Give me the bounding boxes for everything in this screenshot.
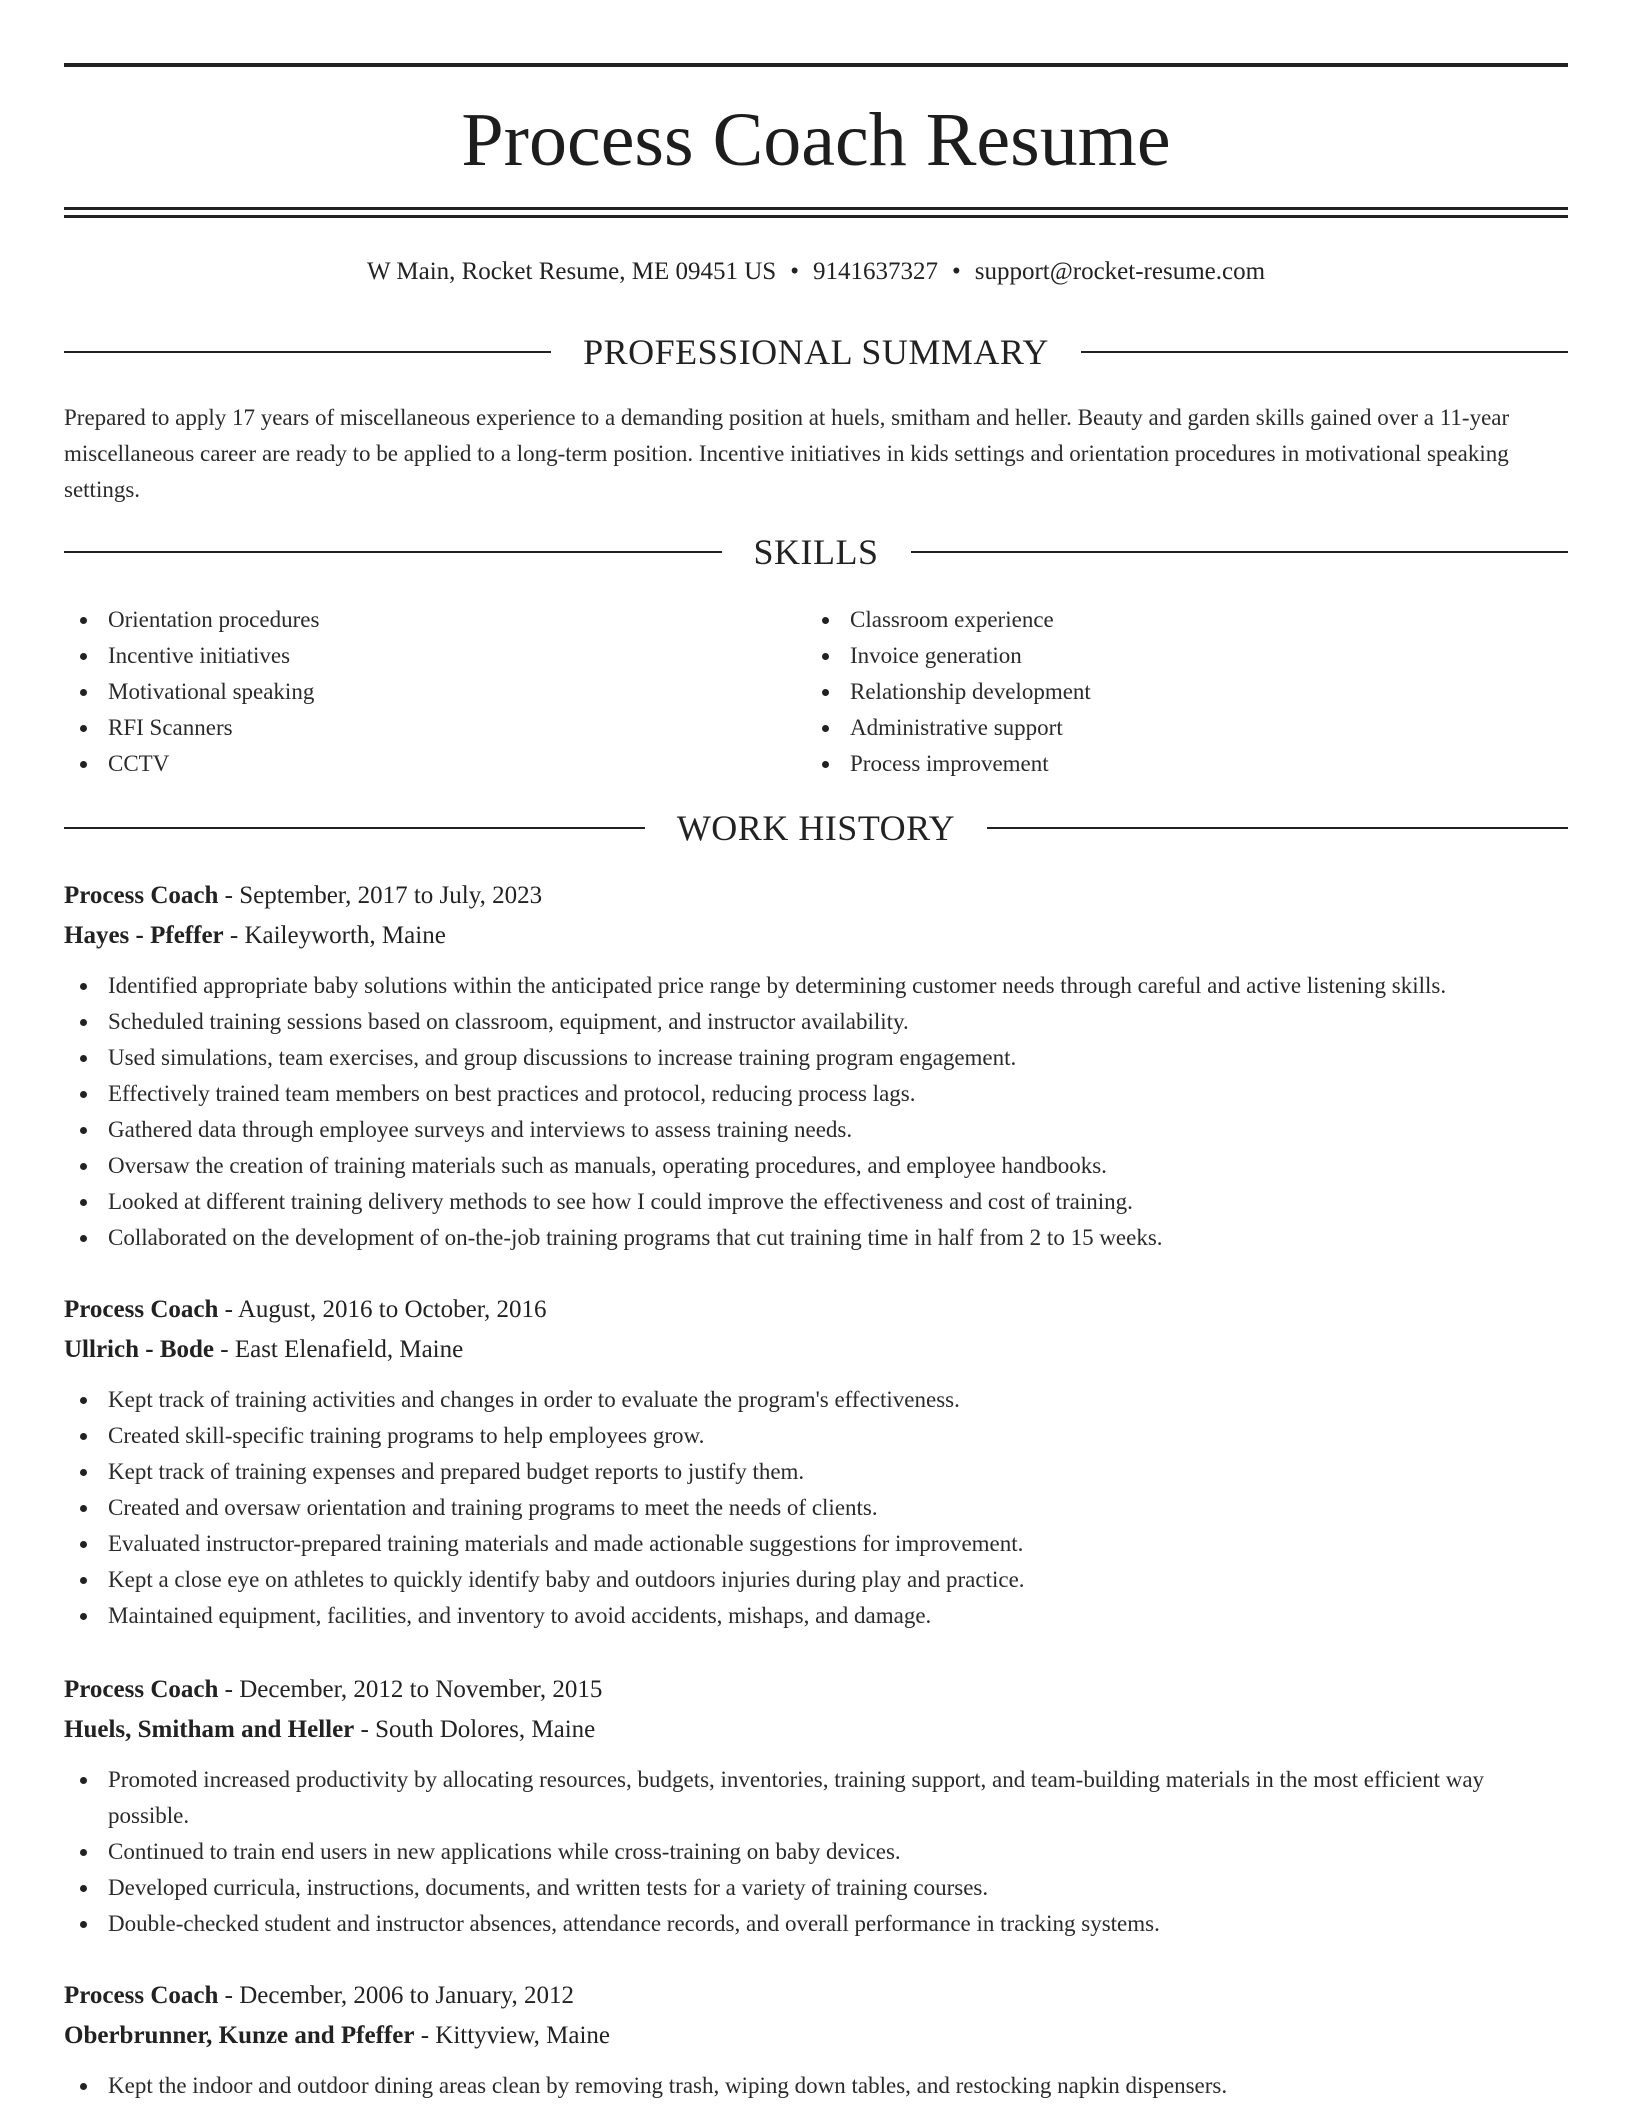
contact-separator: •	[790, 258, 799, 285]
job-bullets	[64, 1382, 1568, 1634]
job-company: Huels, Smitham and Heller	[64, 1716, 355, 1743]
job-bullets	[64, 2068, 1568, 2104]
job-bullet: Kept track of training activities and changes in order to evaluate the program's effectiveness.	[64, 1382, 1568, 1418]
job-company: Hayes - Pfeffer	[64, 922, 224, 949]
job-title-line	[64, 876, 1568, 916]
section-rule-left	[64, 551, 722, 553]
job-entry	[64, 1670, 1568, 1942]
section-rule-right	[911, 551, 1568, 553]
job-location: - Kittyview, Maine	[414, 2022, 611, 2049]
job-bullet: Looked at different training delivery methods to see how I could improve the effectiveness and cost of training.	[64, 1184, 1568, 1220]
contact-separator: •	[951, 258, 961, 285]
job-title-line	[64, 1290, 1568, 1330]
job-bullet: Kept a close eye on athletes to quickly identify baby and outdoors injuries during play and practice.	[64, 1562, 1568, 1598]
skill-item: Motivational speaking	[64, 674, 806, 710]
job-company-line	[64, 916, 1568, 956]
job-bullet: Evaluated instructor-prepared training materials and made actionable suggestions for improvement.	[64, 1526, 1568, 1562]
skill-item: Classroom experience	[806, 602, 1548, 638]
title-rule-upper	[64, 207, 1568, 210]
job-bullet: Created and oversaw orientation and training programs to meet the needs of clients.	[64, 1490, 1568, 1526]
job-entry	[64, 1290, 1568, 1634]
job-bullet: Scheduled training sessions based on classroom, equipment, and instructor availability.	[64, 1004, 1568, 1040]
skill-item: RFI Scanners	[64, 710, 806, 746]
job-bullet: Continued to train end users in new applications while cross-training on baby devices.	[64, 1834, 1568, 1870]
top-rule	[64, 63, 1568, 67]
job-bullet: Maintained equipment, facilities, and inventory to avoid accidents, mishaps, and damage.	[64, 1598, 1568, 1634]
job-location: - East Elenafield, Maine	[214, 1336, 464, 1363]
job-title: Process Coach	[64, 1982, 219, 2009]
job-bullet: Used simulations, team exercises, and group discussions to increase training program engagement.	[64, 1040, 1568, 1076]
summary-text: Prepared to apply 17 years of miscellaneous experience to a demanding position at huels, smitham and heller. Beauty and garden skills gained over a 11-year miscellaneous career are ready to be applied to a long-term position. Incentive initiatives in kids settings and orientation procedures in motivational speaking settings.	[64, 405, 1510, 502]
job-company: Oberbrunner, Kunze and Pfeffer	[64, 2022, 415, 2049]
section-rule-right	[987, 827, 1568, 829]
job-company-line	[64, 1710, 1568, 1750]
skills-column-right	[806, 602, 1548, 782]
job-bullets	[64, 1762, 1568, 1942]
contact-phone: 9141637327	[812, 258, 938, 285]
skill-item: CCTV	[64, 746, 806, 782]
job-entry	[64, 1976, 1568, 2104]
job-dates: - December, 2012 to November, 2015	[218, 1676, 603, 1703]
job-bullet: Double-checked student and instructor absences, attendance records, and overall performance in tracking systems.	[64, 1906, 1568, 1942]
job-title: Process Coach	[64, 1296, 219, 1323]
job-bullet: Kept the indoor and outdoor dining areas clean by removing trash, wiping down tables, and restocking napkin dispensers.	[64, 2068, 1568, 2104]
skills-column-left	[64, 602, 806, 782]
section-rule-right	[1081, 351, 1568, 353]
job-location: - South Dolores, Maine	[354, 1716, 596, 1743]
job-bullet: Effectively trained team members on best practices and protocol, reducing process lags.	[64, 1076, 1568, 1112]
skill-item: Process improvement	[806, 746, 1548, 782]
contact-address: W Main, Rocket Resume, ME 09451 US	[366, 258, 777, 285]
job-title: Process Coach	[64, 1676, 219, 1703]
skill-item: Orientation procedures	[64, 602, 806, 638]
job-title: Process Coach	[64, 882, 219, 909]
section-title: PROFESSIONAL SUMMARY	[583, 332, 1049, 372]
section-header-summary	[64, 330, 1568, 374]
job-company: Ullrich - Bode	[64, 1336, 214, 1363]
job-company-line	[64, 1330, 1568, 1370]
section-header-skills	[64, 530, 1568, 574]
job-dates: - September, 2017 to July, 2023	[218, 882, 543, 909]
job-title-line	[64, 1670, 1568, 1710]
job-bullet: Oversaw the creation of training materials such as manuals, operating procedures, and employee handbooks.	[64, 1148, 1568, 1184]
skill-item: Administrative support	[806, 710, 1548, 746]
job-entry	[64, 876, 1568, 1256]
job-bullet: Kept track of training expenses and prepared budget reports to justify them.	[64, 1454, 1568, 1490]
skill-item: Incentive initiatives	[64, 638, 806, 674]
contact-email[interactable]: support@rocket-resume.com	[974, 258, 1266, 285]
job-bullet: Promoted increased productivity by allocating resources, budgets, inventories, training support, and team-building materials in the most efficient way possible.	[64, 1762, 1568, 1834]
resume-title: Process Coach Resume	[461, 98, 1171, 182]
job-location: - Kaileyworth, Maine	[223, 922, 446, 949]
job-bullet: Created skill-specific training programs to help employees grow.	[64, 1418, 1568, 1454]
job-dates: - December, 2006 to January, 2012	[218, 1982, 574, 2009]
section-rule-left	[64, 827, 645, 829]
job-bullet: Collaborated on the development of on-the-job training programs that cut training time in half from 2 to 15 weeks.	[64, 1220, 1568, 1256]
job-bullet: Developed curricula, instructions, documents, and written tests for a variety of training courses.	[64, 1870, 1568, 1906]
section-title: WORK HISTORY	[676, 808, 956, 848]
skill-item: Invoice generation	[806, 638, 1548, 674]
skills-list	[64, 602, 1568, 782]
section-header-work-history	[64, 806, 1568, 850]
job-bullets	[64, 968, 1568, 1256]
section-title: SKILLS	[753, 532, 879, 572]
job-dates: - August, 2016 to October, 2016	[218, 1296, 547, 1323]
job-title-line	[64, 1976, 1568, 2016]
resume-page	[64, 0, 1568, 2112]
title-rule-lower	[64, 215, 1568, 218]
job-company-line	[64, 2016, 1568, 2056]
contact-line	[64, 254, 1568, 290]
section-rule-left	[64, 351, 551, 353]
job-bullet: Gathered data through employee surveys and interviews to assess training needs.	[64, 1112, 1568, 1148]
job-bullet: Identified appropriate baby solutions within the anticipated price range by determining customer needs through careful and active listening skills.	[64, 968, 1568, 1004]
skill-item: Relationship development	[806, 674, 1548, 710]
